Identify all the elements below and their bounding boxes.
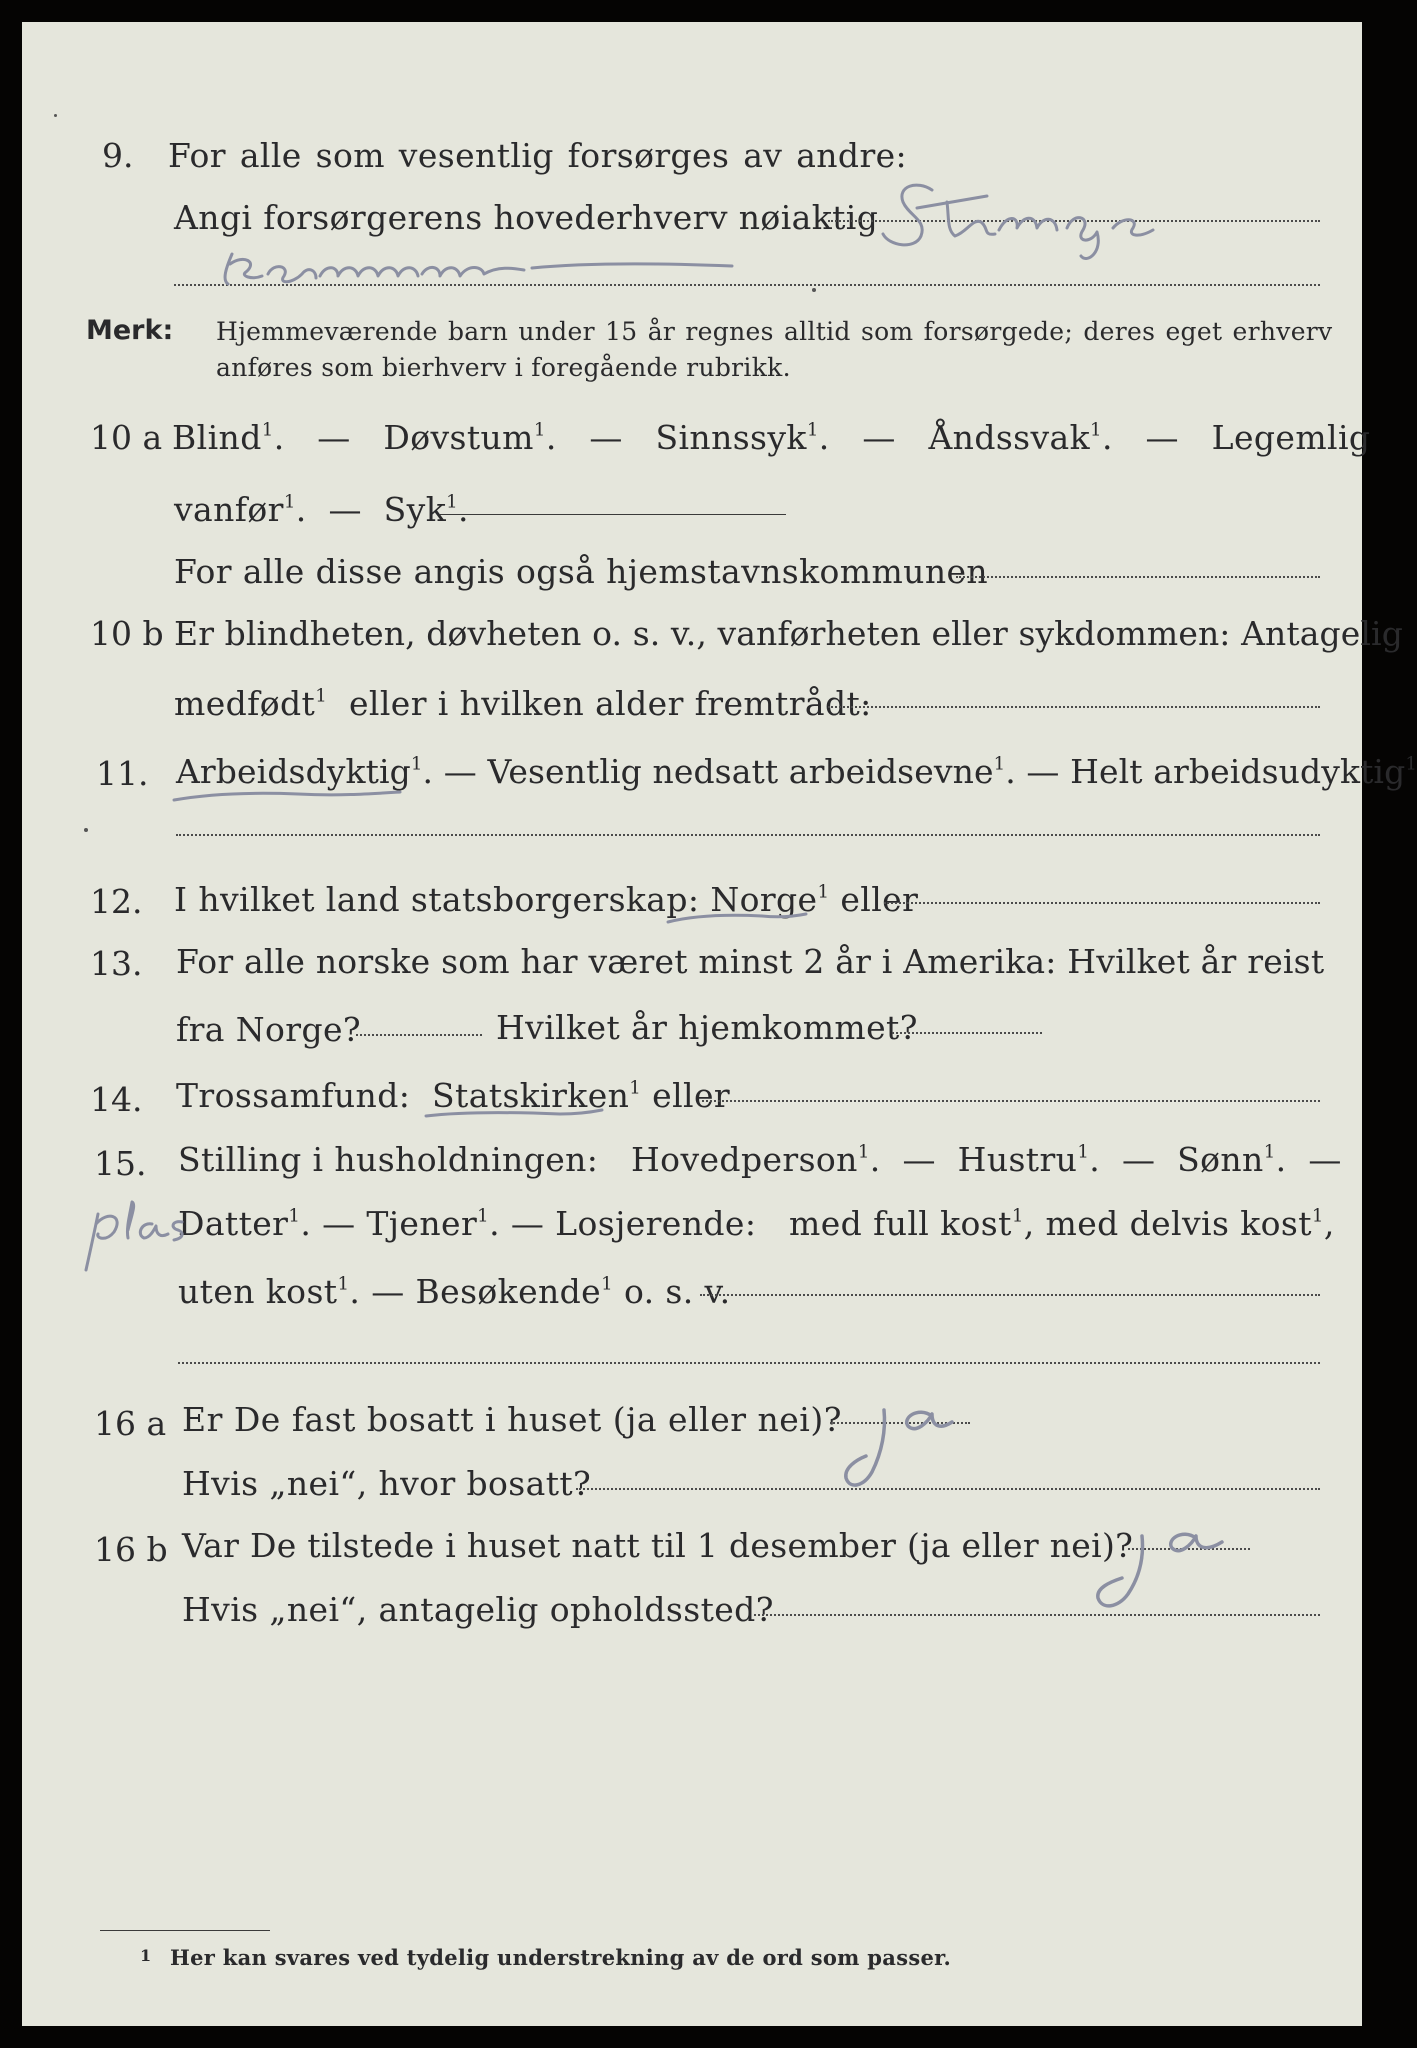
handwritten-answer-q9 [877,172,1207,262]
q11-line1: Arbeidsdyktig$^1$. — Vesentlig nedsatt arbeidsevne$^1$. — Helt arbeidsudyktig$^1$ [176,752,1417,791]
q10b-line1: Er blindheten, døvheten o. s. v., vanførheten eller sykdommen: Antagelig [174,614,1403,653]
q13-line2b: Hvilket år hjemkommet? [496,1008,918,1047]
q16a-bosatt-line [576,1488,1320,1490]
option-hovedperson: Hovedperson [631,1140,858,1179]
paper-speck [84,828,88,832]
q16b-opholdssted-line [754,1614,1320,1616]
q15-answer-line-2 [178,1362,1320,1364]
option-blind: Blind [172,418,262,457]
q16b-number: 16 b [94,1530,168,1569]
merk-label: Merk: [86,315,174,346]
option-dovstum: Døvstum [383,418,534,457]
option-vanfor: vanfør [174,490,284,529]
q16a-line2: Hvis „nei“, hvor bosatt? [182,1464,592,1503]
q11-number: 11. [96,754,149,793]
q10a-number: 10 a [90,418,163,457]
q12-answer-line [884,902,1320,904]
option-uten-kost: uten kost [178,1272,338,1311]
underline-statskirken [420,1098,610,1128]
q10a-hjemstavn-line [956,576,1320,578]
option-andssvak: Åndssvak [928,418,1091,457]
q10b-number: 10 b [90,614,164,653]
option-syk: Syk [383,490,447,529]
option-besokende: Besøkende [415,1272,602,1311]
q9-line1: For alle som vesentlig forsørges av andre: [168,136,908,175]
q12-line: I hvilket land statsborgerskap: Norge$^1$ eller [174,880,919,919]
option-norge: Norge [710,880,818,919]
option-tjener: Tjener [366,1204,478,1243]
q13-line1: For alle norske som har været minst 2 år i Amerika: Hvilket år reist [176,942,1325,981]
q15-line1: Stilling i husholdningen: Hovedperson$^1$. — Hustru$^1$. — Sønn$^1$. — [178,1140,1342,1179]
q12-number: 12. [90,882,143,921]
q9-line2: Angi forsørgerens hovederhverv nøiaktig [174,198,879,237]
footnote-text: Her kan svares ved tydelig understrekning av de ord som passer. [170,1945,952,1970]
option-arbeidsdyktig: Arbeidsdyktig [176,752,411,791]
merk-line1: Hjemmeværende barn under 15 år regnes alltid som forsørgede; deres eget erhverv [216,317,1333,346]
q16b-line1: Var De tilstede i huset natt til 1 desember (ja eller nei)? [182,1526,1134,1565]
census-form-page [22,22,1417,2026]
handwritten-note-q15 [78,1194,198,1274]
option-full-kost: med full kost [789,1204,1012,1243]
footnote-mark: 1 [140,1946,152,1965]
q16a-line1: Er De fast bosatt i huset (ja eller nei)? [182,1400,842,1439]
option-delvis-kost: med delvis kost [1045,1204,1312,1243]
q15-number: 15. [94,1144,147,1183]
option-hustru: Hustru [957,1140,1078,1179]
q13-line2a: fra Norge? [176,1010,362,1049]
q14-number: 14. [90,1080,143,1119]
underline-arbeidsdyktig [168,780,408,810]
handwritten-answer-q9-cont [212,244,732,294]
q13-reist-line [356,1034,482,1036]
q15-line2: Datter$^1$. — Tjener$^1$. — Losjerende: med full kost$^1$, med delvis kost$^1$, [178,1204,1335,1243]
option-nedsatt: Vesentlig nedsatt arbeidsevne [487,752,994,791]
paper-speck [54,114,57,117]
option-statskirken: Statskirken [432,1076,630,1115]
q10a-line2: vanfør$^1$. — Syk$^1$. [174,490,469,529]
q15-line3: uten kost$^1$. — Besøkende$^1$ o. s. v. [178,1272,731,1311]
paper-speck [812,288,816,292]
q10b-line2: medfødt$^1$ eller i hvilken alder fremtrådt: [174,684,872,723]
q10a-answer-line [440,514,786,515]
q13-hjemkommet-line [892,1032,1042,1034]
q10a-line3: For alle disse angis også hjemstavnskommunen [174,552,989,591]
option-medfodt: medfødt [174,684,316,723]
handwritten-answer-q16a [822,1390,972,1500]
underline-norge [662,902,812,932]
q10a-line1: Blind$^1$. — Døvstum$^1$. — Sinnssyk$^1$. — Åndssvak$^1$. — Legemlig [172,418,1371,457]
option-sonn: Sønn [1177,1140,1264,1179]
merk-line2: anføres som bierhverv i foregående rubrikk. [216,353,791,382]
option-udyktig: Helt arbeidsudyktig [1070,752,1406,791]
q13-number: 13. [90,944,143,983]
q16a-number: 16 a [94,1404,167,1443]
q10b-answer-line [828,706,1320,708]
q14-line: Trossamfund: Statskirken$^1$ eller [176,1076,731,1115]
handwritten-answer-q16b [1066,1512,1246,1622]
option-datter: Datter [178,1204,289,1243]
option-sinnssyk: Sinnssyk [655,418,807,457]
q9-number: 9. [102,136,134,175]
q16b-line2: Hvis „nei“, antagelig opholdssted? [182,1590,774,1629]
q15-answer-line [700,1294,1320,1296]
q11-answer-line [176,834,1320,836]
option-legemlig: Legemlig [1211,418,1371,457]
footnote-rule [100,1930,270,1931]
q14-answer-line [702,1100,1320,1102]
